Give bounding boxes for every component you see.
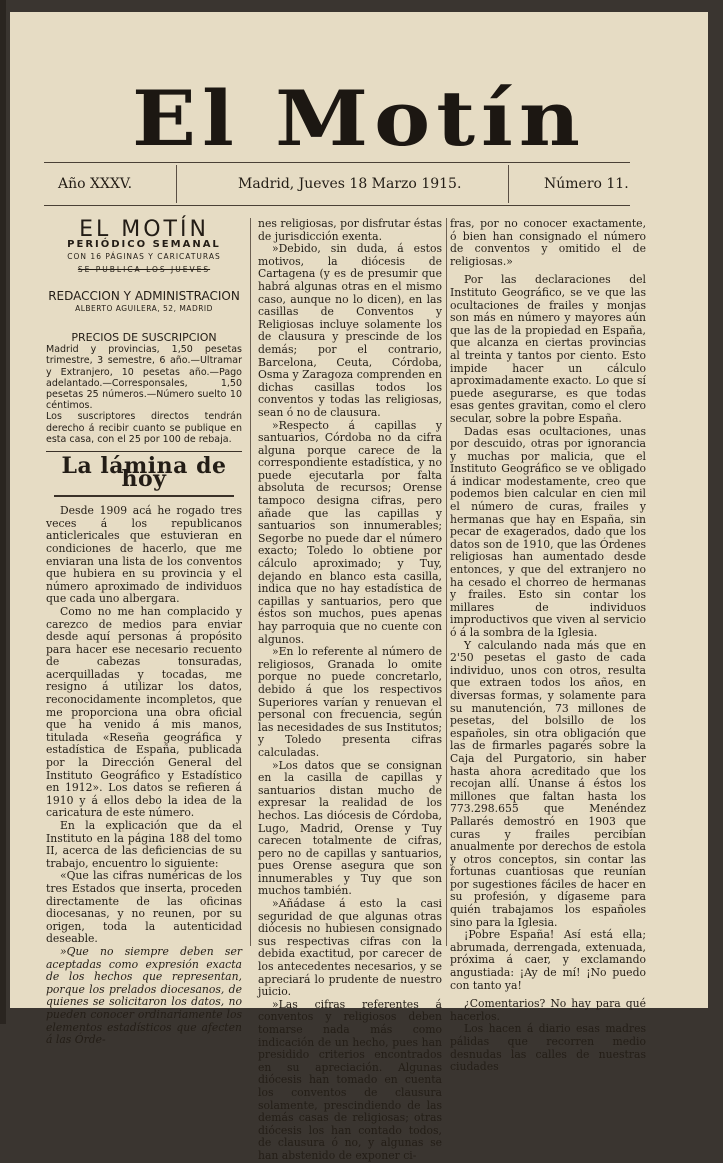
box-admin: REDACCION Y ADMINISTRACION (48, 289, 240, 304)
box-address: ALBERTO AGUILERA, 52, MADRID (75, 303, 213, 313)
box-subtitle: PERIÓDICO SEMANAL (67, 238, 221, 250)
box-title: EL MOTÍN (79, 217, 209, 242)
column-rule (250, 218, 251, 946)
headline-rule (54, 495, 234, 497)
info-divider (176, 165, 177, 203)
issue-date: Madrid, Jueves 18 Marzo 1915. (238, 176, 462, 192)
paragraph: fras, por no conocer exactamente, ó bien han consignado el número de conventos y omitido el de religiosas.» (450, 217, 646, 268)
paragraph: Como no me han complacido y carezco de medios para enviar desde aquí personas á propósito para hacer ese necesario recuento de cabezas tonsuradas, acerquilladas y tocadas, me resigno á utilizar los datos, reconocidamente incompletos, que me proporciona una obra oficial que ha venido á mis manos, titulada «Reseña geográfica y estadística de España, publicada por la Dirección General del Instituto Geográfico y Estadístico en 1912». Los datos se refieren á 1910 y á ellos debo la idea de la caricatura de este número. (46, 604, 242, 820)
paragraph: Los hacen á diario esas madres pálidas que recorren medio desnudas las calles de nuestras ciudades (450, 1022, 646, 1074)
paragraph: »Las cifras referentes á conventos y religiosos deben tomarse nada más como indicación de un hecho, pues han presidido criterios encontrados en su apreciación. Algunas diócesis han tomado en cuenta los conventos de clausura solamente, prescindiendo de las demás casas de religiosas; otras diócesis los han contado todos, de clausura ó no, y algunas se han abstenido de exponer ci- (258, 997, 442, 1162)
info-bar (44, 162, 630, 206)
paragraph: »Añádase á esto la casi seguridad de que algunas otras diócesis no hubiesen consignado sus respectivas cifras con la debida exactitud, por carecer de los antecedentes necesarios, y se apreciará lo prudente de nuestro juicio. (258, 897, 442, 999)
paragraph: «Que las cifras numéricas de los tres Estados que inserta, proceden directamente de las oficinas diocesanas, y no reunen, por su origen, toda la autenticidad deseable. (46, 869, 242, 946)
box-publish-line: SE PUBLICA LOS JUEVES (77, 264, 211, 274)
paragraph: »Que no siempre deben ser aceptadas como expresión exacta de los hechos que representan, porque los prelados diocesanos, de quienes se solicitaron los datos, no pueden conocer ordinariamente los elementos estadísticos que afecten á las Órde- (46, 944, 242, 1047)
binding-edge (0, 0, 6, 1024)
column-3 (450, 218, 646, 1074)
paragraph: »Debido, sin duda, á estos motivos, la diócesis de Cartagena (y es de presumir que habrá algunas otras en el mismo caso, aunque no lo dicen), en las casillas de Conventos y Religiosas incluye solamente los de clausura y prescinde de los demás; por el contrario, Barcelona, Ceuta, Córdoba, Osma y Zaragoza comprenden en dichas casillas todos los conventos y todas las religiosas, sean ó no de clausura. (258, 242, 442, 419)
paragraph: ¿Comentarios? No hay para qué hacerlos. (450, 997, 646, 1023)
paragraph: En la explicación que da el Instituto en la página 188 del tomo II, acerca de las deficiencias de su trabajo, encuentro lo siguiente: (46, 819, 242, 870)
issue-number: Número 11. (544, 176, 629, 192)
paragraph: »Respecto á capillas y santuarios, Córdoba no da cifra alguna porque carece de la correspondiente estadística, y no puede ejecutarla por falta absoluta de recursos; Orense tampoco designa cifras, pero añade que las capillas y santuarios son innumerables; Segorbe no puede dar el número exacto; Toledo lo obtiene por cálculo aproximado; y Tuy, dejando en blanco esta casilla, indica que no hay estadística de capillas y santuarios, pero que éstos son muchos, pues apenas hay parroquia que no cuente con algunos. (258, 418, 442, 646)
paragraph: Dadas esas ocultaciones, unas por descuido, otras por ignorancia y muchas por malicia, que el Instituto Geográfico se ve obligado á indicar modestamente, creo que podemos bien calcular en cien mil el número de curas, frailes y hermanas que hay en España, sin pecar de exagerados, dado que los datos son de 1910, que las Órdenes religiosas han aumentado desde entonces, y que del extranjero no ha cesado el chorreo de hermanas y frailes. Esto sin contar los millares de individuos improductivos que viven al servicio ó á la sombra de la Iglesia. (450, 424, 646, 639)
prices-text: Madrid y provincias, 1,50 pesetas trimestre, 3 semestre, 6 año.—Ultramar y Extranjero, 10 pesetas año.—Pago adelantado.—Corresponsales, 1,50 pesetas 25 números.—Número suelto 10 céntimos. (46, 344, 242, 412)
subscribers-text: Los suscriptores directos tendrán derecho á recibir cuanto se publique en esta casa, con el 25 por 100 de rebaja. (46, 411, 242, 445)
box-pages-line: CON 16 PÁGINAS Y CARICATURAS (67, 252, 221, 262)
box-prices (46, 344, 242, 445)
box-prices-title: PRECIOS DE SUSCRIPCION (71, 330, 217, 344)
paragraph: »Los datos que se consignan en la casilla de capillas y santuarios distan mucho de expresar la realidad de los hechos. Las diócesis de Córdoba, Lugo, Madrid, Orense y Tuy carecen totalmente de cifras, pero no de capillas y santuarios, pues Orense asegura que son innumerables y Tuy que son muchos también. (258, 758, 442, 898)
paragraph: ¡Pobre España! Así está ella; abrumada, derrengada, extenuada, próxima á caer, y exclamando angustiada: ¡Ay de mí! ¡No puedo con tanto ya! (450, 928, 646, 992)
info-divider (508, 165, 509, 203)
section-rule (46, 451, 242, 452)
article-headline: La lámina de hoy (61, 452, 227, 492)
paragraph: »En lo referente al número de religiosos, Granada lo omite porque no puede concretarlo, debido á que los respectivos Superiores varían y renuevan el personal con frecuencia, según las necesidades de sus Institutos; y Toledo presenta cifras calculadas. (258, 645, 442, 759)
paragraph: Por las declaraciones del Instituto Geográfico, se ve que las ocultaciones de frailes y monjas son más en número y mayores aún que las de la propiedad en España, que alcanza en ciertas provincias al treinta y tantos por ciento. Esto impide hacer un cálculo aproximadamente exacto. Lo que sí puede asegurarse, es que todas esas gentes gravitan, como el clero secular, sobre la pobre España. (450, 273, 646, 425)
column-1 (46, 218, 242, 1047)
column-2 (258, 218, 442, 1163)
newspaper-page (10, 12, 708, 1162)
issue-year: Año XXXV. (58, 176, 133, 192)
paragraph: nes religiosas, por disfrutar éstas de jurisdicción exenta. (258, 217, 442, 243)
paragraph: Desde 1909 acá he rogado tres veces á los republicanos anticlericales que estuvieran en condiciones de hacerlo, que me enviaran una lista de los conventos que hubiera en su provincia y el número aproximado de individuos que cada uno albergara. (46, 504, 242, 606)
paragraph: Y calculando nada más que en 2'50 pesetas el gasto de cada individuo, unos con otros, resulta que extraen todos los años, en diversas formas, y solamente para su manutención, 73 millones de pesetas, del bolsillo de los españoles, sin otra obligación que las de firmarles pagarés sobre la Caja del Purgatorio, sin haber hasta ahora acreditado que los recojan allí. Únanse á éstos los millones que faltan hasta los 773.298.655 que Menéndez Pallarés demostró en 1903 que curas y frailes percibían anualmente por derechos de estola y otros conceptos, sin contar las fortunas cuantiosas que reunían por sugestiones fáciles de hacer en su profesión, y dígaseme para quién trabajamos los españoles sino para la Iglesia. (450, 638, 646, 929)
masthead-title: El Motín (132, 74, 586, 164)
column-rule (446, 218, 447, 946)
